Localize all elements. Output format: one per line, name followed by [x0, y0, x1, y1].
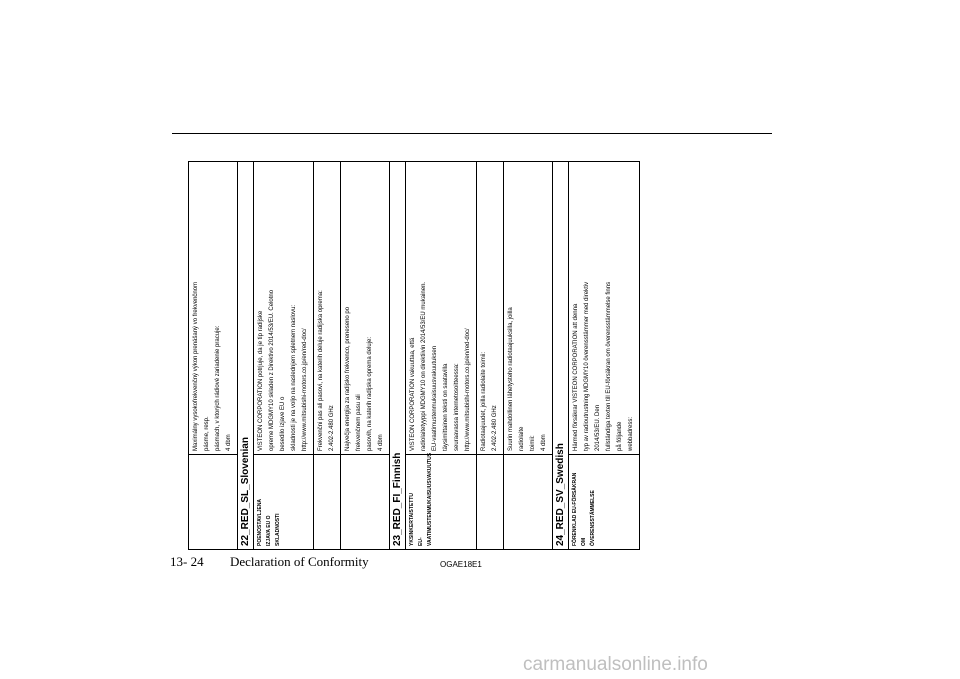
row-label: EU-VAATIMUSTENMUKAISUUSVAKUUTUS — [418, 452, 433, 546]
text-line: 4 dbm — [541, 434, 547, 451]
text-line: 2014/53/EU. Den — [595, 404, 601, 451]
text-cell — [314, 162, 341, 455]
text-line: Suurin mahdollinen lähetysteho radiotaajuuksilla, joilla — [508, 307, 514, 451]
text-line: VISTEON CORPORATION vakuuttaa, että — [410, 337, 416, 451]
declaration-table-wrapper — [188, 170, 660, 550]
text-line: 4 dbm — [226, 434, 232, 451]
text-line: http://www.mitsubishi-motors.co.jp/en/red-doc/ — [302, 328, 308, 451]
text-line: opreme MDGMY10 skladen z Direktivo 2014/53/EU. Celotno — [269, 289, 275, 451]
text-line: täysimittainen teksti on saatavilla — [443, 363, 449, 451]
page-title: Declaration of Conformity — [230, 554, 369, 569]
section-heading-row — [238, 162, 254, 550]
text-cell — [189, 162, 238, 455]
text-line: Največja energija za radijsko frekvenco, preneseno po — [345, 306, 351, 451]
row-label: ÖVERENSSTÄMMELSE — [590, 490, 596, 546]
label-cell — [254, 455, 314, 550]
text-line: 4 dbm — [378, 434, 384, 451]
row-label: OM — [581, 537, 587, 546]
text-line: seuraavassa internetosoitteessa: — [454, 363, 460, 451]
text-line: Frekvenčni pas ali pasovi, na katerih deluje radijska oprema: — [318, 290, 324, 451]
rotated-content — [188, 170, 660, 550]
text-cell — [504, 162, 553, 455]
table-row — [254, 162, 314, 550]
section-heading: 23_RED_FI_Finnish — [390, 162, 406, 550]
text-line: toimii: — [530, 435, 536, 451]
section-heading-row — [390, 162, 406, 550]
table-row — [341, 162, 390, 550]
label-cell — [569, 455, 640, 550]
section-heading: 22_RED_SL_Slovenian — [238, 162, 254, 550]
text-line: webbadress: — [628, 416, 634, 451]
label-cell — [504, 455, 553, 550]
text-line: http://www.mitsubishi-motors.co.jp/en/red-doc/ — [465, 328, 471, 451]
text-line: besedilo izjave EU o — [280, 396, 286, 451]
row-label: IZJAVA EU O — [266, 515, 272, 546]
text-line: på följande — [617, 421, 623, 451]
text-line: EU-vaatimustenmukaisuusvakuutuksen — [432, 345, 438, 451]
row-label: YKSINKERTAISTETTU — [409, 493, 415, 546]
row-label: FÖRENKLAD EU-FÖRSÄKRAN — [572, 472, 578, 546]
text-line: radiolaite — [519, 426, 525, 451]
table-row — [477, 162, 504, 550]
text-cell — [477, 162, 504, 455]
label-cell — [314, 455, 341, 550]
table-row — [569, 162, 640, 550]
text-line: Radiotaajuudet, joilla radiolaite toimii: — [481, 351, 487, 451]
document-code: OGAE18E1 — [440, 560, 482, 569]
text-cell — [569, 162, 640, 455]
text-line: frekvenčnem pasu ali — [356, 394, 362, 451]
row-label: POENOSTAVLJENA — [257, 498, 263, 546]
text-line: VISTEON CORPORATION potrjuje, da je tip radijske — [258, 310, 264, 451]
row-label: SKLADNOSTI — [275, 513, 281, 546]
declaration-table — [188, 161, 640, 550]
text-line: pásmach, v ktorých rádiové zariadenie pracuje: — [215, 325, 221, 451]
text-line: pásme, resp. — [204, 416, 210, 451]
declaration-table-body — [189, 162, 640, 550]
label-cell — [341, 455, 390, 550]
text-cell — [254, 162, 314, 455]
table-row — [504, 162, 553, 550]
text-line: pasovih, na katerih radijska oprema deluje: — [367, 336, 373, 451]
label-cell — [477, 455, 504, 550]
label-cell — [406, 452, 477, 550]
table-row — [314, 162, 341, 550]
text-line: 2.402-2.480 GHz — [492, 405, 498, 451]
text-line: skladnosti je na voljo na naslednjem spletnem naslovu: — [291, 304, 297, 451]
watermark: carmanualsonline.info — [523, 654, 708, 675]
section-heading: 24_RED_SV_Swedish — [553, 162, 569, 550]
text-line: 2.402-2.480 GHz — [329, 405, 335, 451]
label-cell — [189, 455, 238, 550]
page-number: 13- 24 — [170, 554, 204, 569]
section-heading-row — [553, 162, 569, 550]
table-row — [406, 162, 477, 550]
text-line: Härmed försäkrar VISTEON CORPORATION att denna — [573, 303, 579, 451]
text-line: radiolaitetyyppi MDGMY10 on direktiivin 2014/53/EU mukainen. — [421, 281, 427, 451]
text-line: Maximálny vysokofrekvenčný výkon prenášaný vo frekvenčnom — [193, 281, 199, 451]
text-cell — [406, 162, 477, 455]
text-line: fullständiga texten till EU-försäkran om överensstämmelse finns — [606, 281, 612, 451]
text-line: typ av radioutrustning MDGMY10 överensstämmer med direktiv — [584, 281, 590, 451]
table-row — [189, 162, 238, 550]
header-rule — [172, 133, 772, 134]
text-cell — [341, 162, 390, 455]
